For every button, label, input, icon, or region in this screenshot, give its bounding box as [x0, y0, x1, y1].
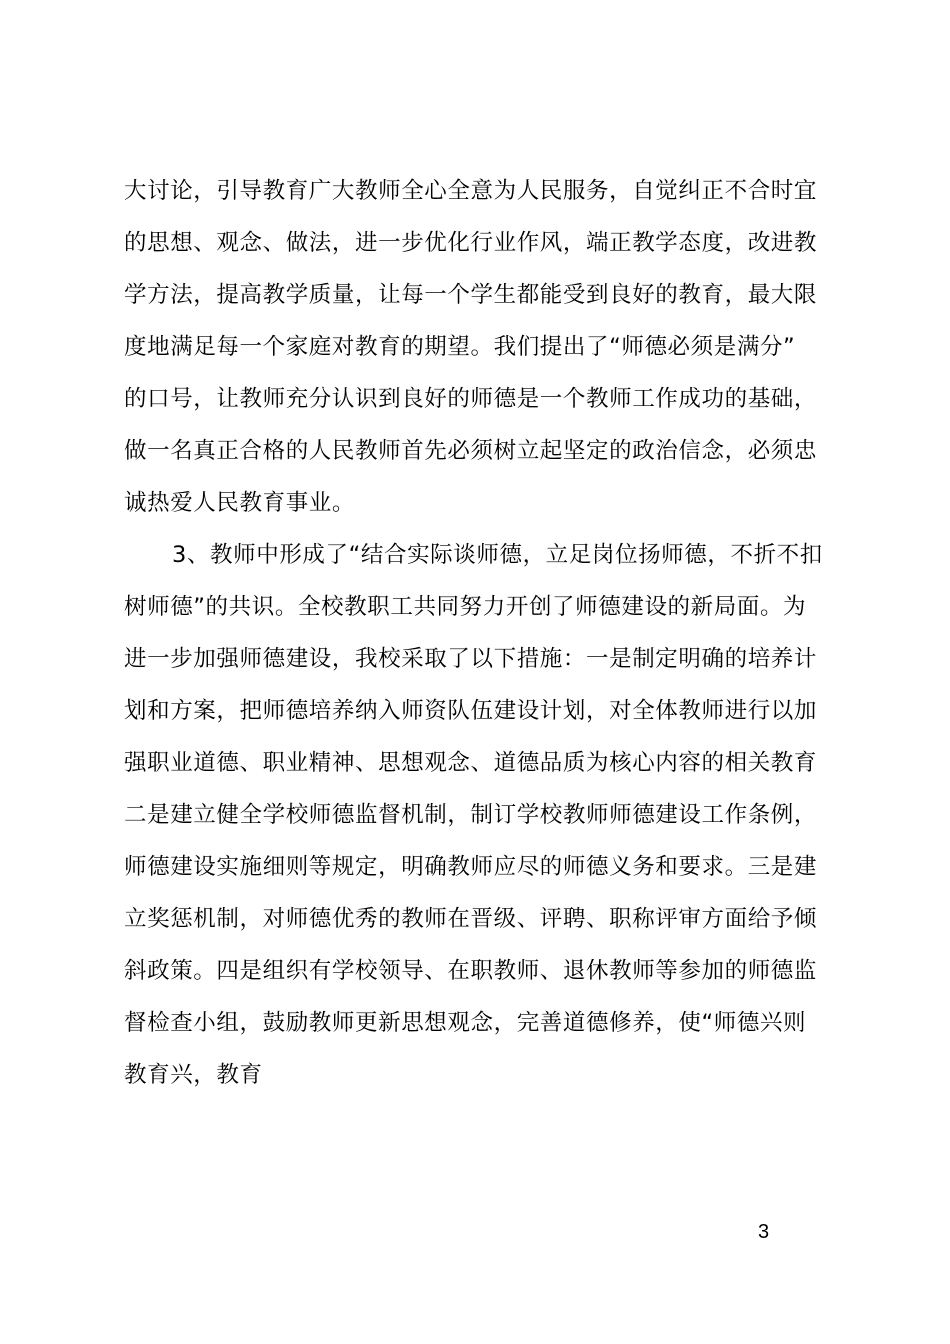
text-line-5: 的口号，让教师充分认识到良好的师德是一个教师工作成功的基础，: [124, 386, 818, 412]
text-line-11: 划和方案，把师德培养纳入师资队伍建设计划，对全体教师进行以加: [124, 698, 818, 724]
text-line-9: 树师德”的共识。全校教职工共同努力开创了师德建设的新局面。为: [124, 594, 807, 620]
text-line-12: 强职业道德、职业精神、思想观念、道德品质为核心内容的相关教育: [124, 750, 818, 776]
text-line-17: 督检查小组，鼓励教师更新思想观念，完善道德修养，使“师德兴则: [124, 1010, 807, 1036]
body-text: [124, 165, 848, 1101]
text-line-16: 斜政策。四是组织有学校领导、在职教师、退休教师等参加的师德监: [124, 958, 818, 984]
text-line-13: 二是建立健全学校师德监督机制，制订学校教师师德建设工作条例，: [124, 802, 818, 828]
text-line-18: 教育兴，教育: [124, 1062, 263, 1088]
text-line-6: 做一名真正合格的人民教师首先必须树立起坚定的政治信念，必须忠: [124, 438, 818, 464]
text-line-3: 学方法，提高教学质量，让每一个学生都能受到良好的教育，最大限: [124, 282, 818, 308]
text-line-2: 的思想、观念、做法，进一步优化行业作风，端正教学态度，改进教: [124, 230, 818, 256]
text-line-8: 3、教师中形成了“结合实际谈师德，立足岗位扬师德，不折不扣: [172, 542, 823, 568]
page-number: 3: [758, 1221, 770, 1243]
text-line-14: 师德建设实施细则等规定，明确教师应尽的师德义务和要求。三是建: [124, 854, 818, 880]
text-line-10: 进一步加强师德建设，我校采取了以下措施：一是制定明确的培养计: [124, 646, 818, 672]
text-line-15: 立奖惩机制，对师德优秀的教师在晋级、评聘、职称评审方面给予倾: [124, 906, 818, 932]
text-line-7: 诚热爱人民教育事业。: [124, 490, 356, 516]
text-line-4: 度地满足每一个家庭对教育的期望。我们提出了“师德必须是满分”: [124, 334, 796, 360]
text-line-1: 大讨论，引导教育广大教师全心全意为人民服务，自觉纠正不合时宜: [124, 178, 818, 204]
